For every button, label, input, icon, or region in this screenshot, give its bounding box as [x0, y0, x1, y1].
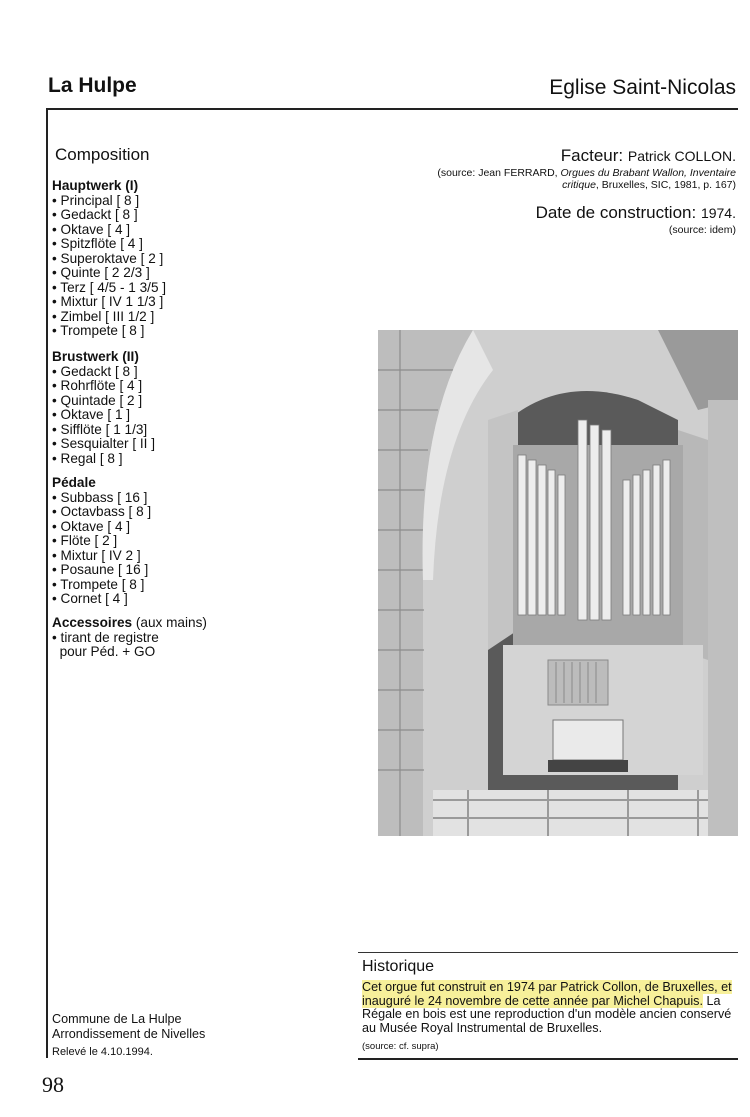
historique-rule [358, 952, 738, 953]
historique-bottom-rule [358, 1058, 738, 1060]
stop-item: • Oktave [ 4 ] [52, 518, 131, 534]
stop-item: • Flöte [ 2 ] [52, 533, 118, 548]
stop-item: • Cornet [ 4 ] [52, 591, 128, 606]
historique-highlight: Cet orgue fut construit en 1974 par Patrick Collon, de Bruxelles, et inauguré le 24 novembre de cette année par Michel Chapuis. [362, 980, 732, 1008]
stop-item: • Gedackt [ 8 ] [52, 363, 138, 379]
stop-item: • Quintade [ 2 ] [52, 392, 143, 408]
historique-text [362, 981, 740, 1035]
facteur-line [561, 146, 736, 166]
stop-item: • Terz [ 4/5 - 1 3/5 ] [52, 279, 167, 295]
stop-item: • Sesquialter [ II ] [52, 436, 155, 451]
section-hauptwerk [52, 179, 352, 339]
stop-item: • Octavbass [ 8 ] [52, 504, 152, 519]
left-rule [46, 108, 48, 1058]
stop-item: • Posaune [ 16 ] [52, 562, 149, 577]
section-title: Brustwerk (II) [52, 349, 139, 364]
stop-item: • Trompete [ 8 ] [52, 576, 145, 592]
page-number: 98 [42, 1072, 64, 1097]
header-rule [46, 108, 738, 110]
section-title: Hauptwerk (I) [52, 178, 139, 193]
section-pedale [52, 476, 352, 607]
stop-item: • Regal [ 8 ] [52, 450, 123, 466]
commune-block [52, 1012, 205, 1042]
stop-item: • tirant de registre [52, 629, 159, 645]
stop-item: • Mixtur [ IV 2 ] [52, 547, 141, 563]
section-brustwerk [52, 350, 352, 466]
facteur-label: Facteur: [560, 146, 624, 165]
stop-item: • Superoktave [ 2 ] [52, 250, 164, 266]
section-title: Accessoires [52, 615, 133, 630]
facteur-source: (source: Jean FERRARD, Orgues du Brabant Wallon, Inventaire critique, Bruxelles, SIC, 1981, p. 167) [437, 167, 736, 191]
historique-source: (source: cf. supra) [362, 1041, 439, 1052]
date-year: 1974. [700, 205, 736, 221]
section-title-row [52, 616, 352, 631]
stop-item: • Mixtur [ IV 1 1/3 ] [52, 294, 164, 309]
section-title-extra: (aux mains) [135, 615, 207, 630]
commune-name: Commune de La Hulpe [52, 1012, 182, 1026]
arrondissement-name: Arrondissement de Nivelles [52, 1027, 206, 1041]
stop-item: • Spitzflöte [ 4 ] [52, 236, 143, 251]
historique-title: Historique [362, 958, 435, 975]
section-accessoires [52, 616, 352, 660]
date-source: (source: idem) [668, 224, 736, 236]
stop-item: • Zimbel [ III 1/2 ] [52, 308, 155, 324]
date-label: Date de construction: [535, 203, 697, 222]
stop-item: • Gedackt [ 8 ] [52, 207, 138, 222]
stop-item: • Subbass [ 16 ] [52, 489, 148, 505]
stop-item: • Sifflöte [ 1 1/3] [52, 421, 148, 437]
stop-item: • Rohrflöte [ 4 ] [52, 378, 143, 393]
stop-item: • Trompete [ 8 ] [52, 323, 145, 338]
releve-date: Relevé le 4.10.1994. [52, 1046, 153, 1058]
place-title: La Hulpe [48, 74, 137, 97]
source-book-title: Orgues du Brabant Wallon, Inventaire critique [560, 167, 736, 191]
date-line [536, 203, 736, 223]
stop-item: • Quinte [ 2 2/3 ] [52, 265, 150, 280]
stop-item-continued: pour Péd. + GO [59, 644, 156, 659]
stop-item: • Oktave [ 1 ] [52, 407, 131, 422]
historique-body: La Régale en bois est une reproduction d'un modèle ancien conservé au Musée Royal Instrumental de Bruxelles. [362, 993, 732, 1035]
organ-photo [378, 330, 738, 836]
composition-title: Composition [55, 145, 150, 164]
stop-item: • Principal [ 8 ] [52, 192, 140, 208]
facteur-name: Patrick COLLON. [627, 148, 736, 164]
church-title: Eglise Saint-Nicolas [549, 76, 736, 99]
stop-item: • Oktave [ 4 ] [52, 221, 131, 237]
section-title: Pédale [52, 475, 96, 490]
